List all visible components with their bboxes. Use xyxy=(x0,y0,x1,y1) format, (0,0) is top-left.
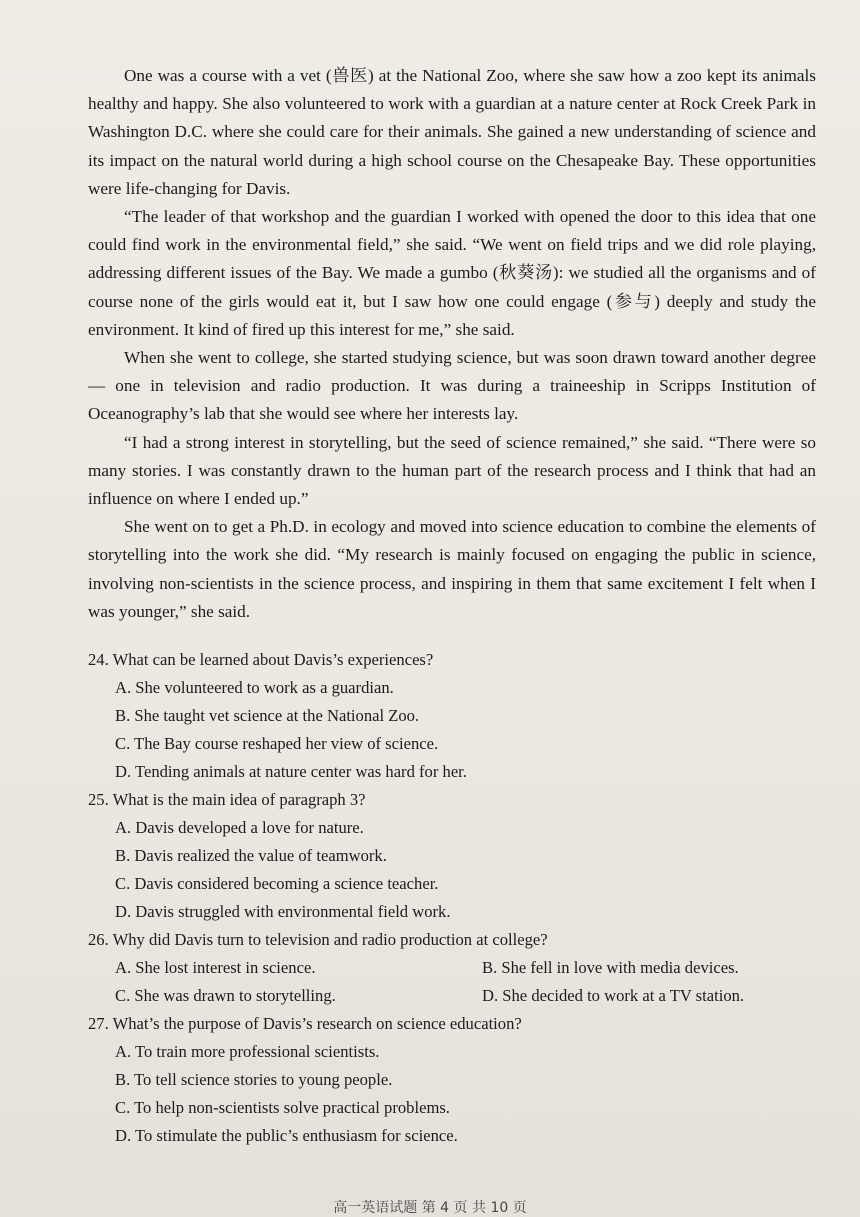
question-stem: 27. What’s the purpose of Davis’s research on science education? xyxy=(88,1014,522,1034)
option-list xyxy=(88,674,816,786)
option-c: C. The Bay course reshaped her view of science. xyxy=(115,734,439,754)
question-stem: 24. What can be learned about Davis’s experiences? xyxy=(88,650,434,670)
passage-paragraph: One was a course with a vet (兽医) at the National Zoo, where she saw how a zoo kept its animals healthy and happy. She also volunteered to work with a guardian at a nature center at Rock Creek Park in Washington D.C. where she could care for their animals. She gained a new understanding of science and its impact on the natural world during a high school course on the Chesapeake Bay. These opportunities were life-changing for Davis. xyxy=(88,66,816,198)
option-d: D. To stimulate the public’s enthusiasm for science. xyxy=(115,1126,458,1146)
question-stem: 25. What is the main idea of paragraph 3? xyxy=(88,790,366,810)
option-c: C. Davis considered becoming a science teacher. xyxy=(115,874,439,894)
option-d: D. Davis struggled with environmental field work. xyxy=(115,902,451,922)
option-b: B. To tell science stories to young people. xyxy=(115,1070,393,1090)
option-b: B. She fell in love with media devices. xyxy=(482,958,739,978)
reading-passage xyxy=(88,62,816,626)
option-a: A. Davis developed a love for nature. xyxy=(115,818,364,838)
page-footer: 高一英语试题 第 4 页 共 10 页 xyxy=(333,1200,527,1216)
option-a: A. To train more professional scientists. xyxy=(115,1042,380,1062)
passage-paragraph: When she went to college, she started studying science, but was soon drawn toward another degree — one in television and radio production. It was during a traineeship in Scripps Institution of Oceanography’s lab that she would see where her interests lay. xyxy=(88,348,816,424)
option-a: A. She lost interest in science. xyxy=(115,958,316,978)
option-list xyxy=(88,1038,816,1150)
passage-paragraph: She went on to get a Ph.D. in ecology and moved into science education to combine the elements of storytelling into the work she did. “My research is mainly focused on engaging the public in science, involving non-scientists in the science process, and inspiring in them that same excitement I felt when I was younger,” she said. xyxy=(88,517,816,621)
option-list xyxy=(88,814,816,926)
option-list xyxy=(88,954,816,1010)
option-b: B. She taught vet science at the National Zoo. xyxy=(115,706,420,726)
question-stem: 26. Why did Davis turn to television and radio production at college? xyxy=(88,930,548,950)
option-c: C. She was drawn to storytelling. xyxy=(115,986,336,1006)
question-24 xyxy=(88,646,816,786)
question-27 xyxy=(88,1010,816,1150)
question-list xyxy=(88,646,816,1150)
option-b: B. Davis realized the value of teamwork. xyxy=(115,846,387,866)
option-a: A. She volunteered to work as a guardian. xyxy=(115,678,394,698)
question-25 xyxy=(88,786,816,926)
passage-paragraph: “The leader of that workshop and the guardian I worked with opened the door to this idea that one could find work in the environmental field,” she said. “We went on field trips and we did role playing, addressing different issues of the Bay. We made a gumbo (秋葵汤): we studied all the organisms and of course none of the girls would eat it, but I saw how one could engage (参与) deeply and study the environment. It kind of fired up this interest for me,” she said. xyxy=(88,207,816,339)
question-26 xyxy=(88,926,816,1010)
option-c: C. To help non-scientists solve practical problems. xyxy=(115,1098,450,1118)
option-d: D. She decided to work at a TV station. xyxy=(482,986,745,1006)
option-d: D. Tending animals at nature center was hard for her. xyxy=(115,762,467,782)
passage-paragraph: “I had a strong interest in storytelling, but the seed of science remained,” she said. “There were so many stories. I was constantly drawn to the human part of the research process and I think that had an influence on where I ended up.” xyxy=(88,432,816,509)
